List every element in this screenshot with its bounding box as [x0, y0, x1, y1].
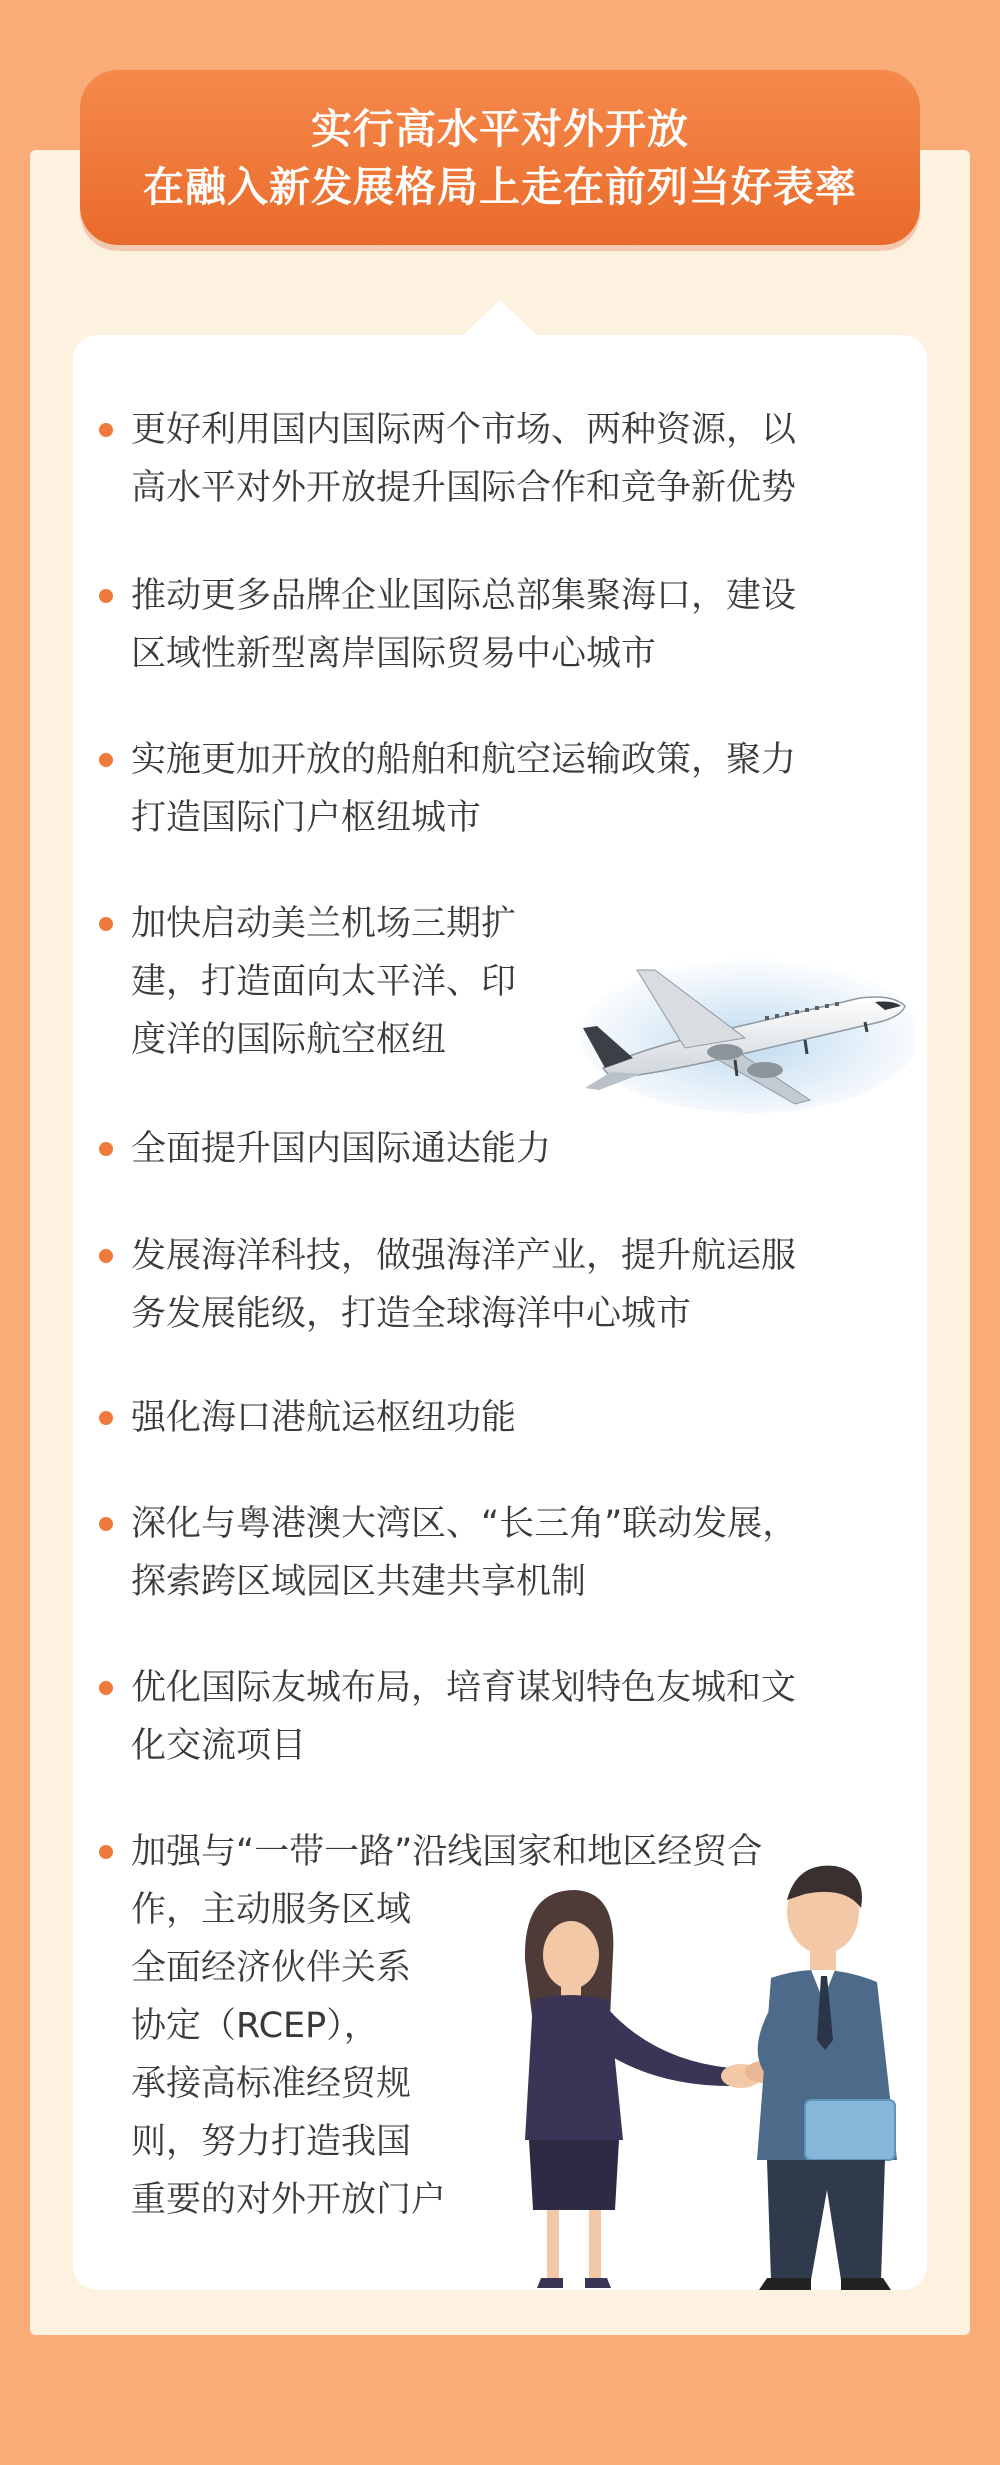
- list-item-line: 更好利用国内国际两个市场、两种资源，以: [131, 410, 797, 450]
- list-item: [131, 1659, 796, 1775]
- bullet-dot: [99, 1411, 113, 1425]
- list-item-line: 实施更加开放的船舶和航空运输政策，聚力: [131, 740, 797, 780]
- list-item: [131, 1389, 516, 1447]
- list-item: [131, 895, 516, 1069]
- list-item-line: 发展海洋科技，做强海洋产业，提升航运服: [131, 1236, 797, 1276]
- list-item: [131, 1227, 796, 1343]
- list-item: [131, 567, 796, 683]
- header-title-line1: 实行高水平对外开放: [311, 104, 689, 153]
- list-item-line: 强化海口港航运枢纽功能: [131, 1398, 517, 1438]
- bullet-dot: [99, 589, 113, 603]
- bullet-dot: [99, 1249, 113, 1263]
- list-item-line: 全面经济伙伴关系: [131, 1948, 412, 1988]
- list-item-line: 深化与粤港澳大湾区、“长三角”联动发展，: [131, 1504, 798, 1544]
- list-item-line: 区域性新型离岸国际贸易中心城市: [131, 634, 657, 674]
- airplane-icon: [575, 940, 915, 1120]
- bullet-dot: [99, 753, 113, 767]
- list-item-line: 作，主动服务区域: [131, 1890, 412, 1930]
- bullet-dot: [99, 1517, 113, 1531]
- list-item-line: 重要的对外开放门户: [131, 2180, 447, 2220]
- handshake-icon: [505, 1850, 915, 2290]
- bullet-dot: [99, 1142, 113, 1156]
- header-banner: [80, 70, 920, 245]
- bullet-dot: [99, 1681, 113, 1695]
- list-item-line: 全面提升国内国际通达能力: [131, 1129, 552, 1169]
- list-item-line: 协定（RCEP），: [131, 2006, 379, 2046]
- list-item-line: 探索跨区域园区共建共享机制: [131, 1562, 587, 1602]
- list-item-line: 推动更多品牌企业国际总部集聚海口，建设: [131, 576, 797, 616]
- card-pointer: [458, 300, 542, 340]
- list-item-line: 优化国际友城布局，培育谋划特色友城和文: [131, 1668, 797, 1708]
- list-item-line: 高水平对外开放提升国际合作和竞争新优势: [131, 468, 797, 508]
- list-item-line: 建，打造面向太平洋、印: [131, 962, 517, 1002]
- list-item-line: 承接高标准经贸规: [131, 2064, 412, 2104]
- list-item-line: 加强与“一带一路”沿线国家和地区经贸合: [131, 1832, 763, 1872]
- list-item: [131, 1495, 797, 1611]
- list-item-line: 务发展能级，打造全球海洋中心城市: [131, 1294, 692, 1334]
- list-item-line: 则，努力打造我国: [131, 2122, 412, 2162]
- bullet-dot: [99, 423, 113, 437]
- list-item: [131, 1120, 551, 1178]
- bullet-dot: [99, 1845, 113, 1859]
- list-item-line: 度洋的国际航空枢纽: [131, 1020, 447, 1060]
- list-item: [131, 401, 796, 517]
- list-item: [131, 731, 796, 847]
- list-item-line: 打造国际门户枢纽城市: [131, 798, 482, 838]
- list-item-line: 化交流项目: [131, 1726, 307, 1766]
- list-item-line: 加快启动美兰机场三期扩: [131, 904, 517, 944]
- header-title-line2: 在融入新发展格局上走在前列当好表率: [143, 162, 857, 211]
- bullet-dot: [99, 917, 113, 931]
